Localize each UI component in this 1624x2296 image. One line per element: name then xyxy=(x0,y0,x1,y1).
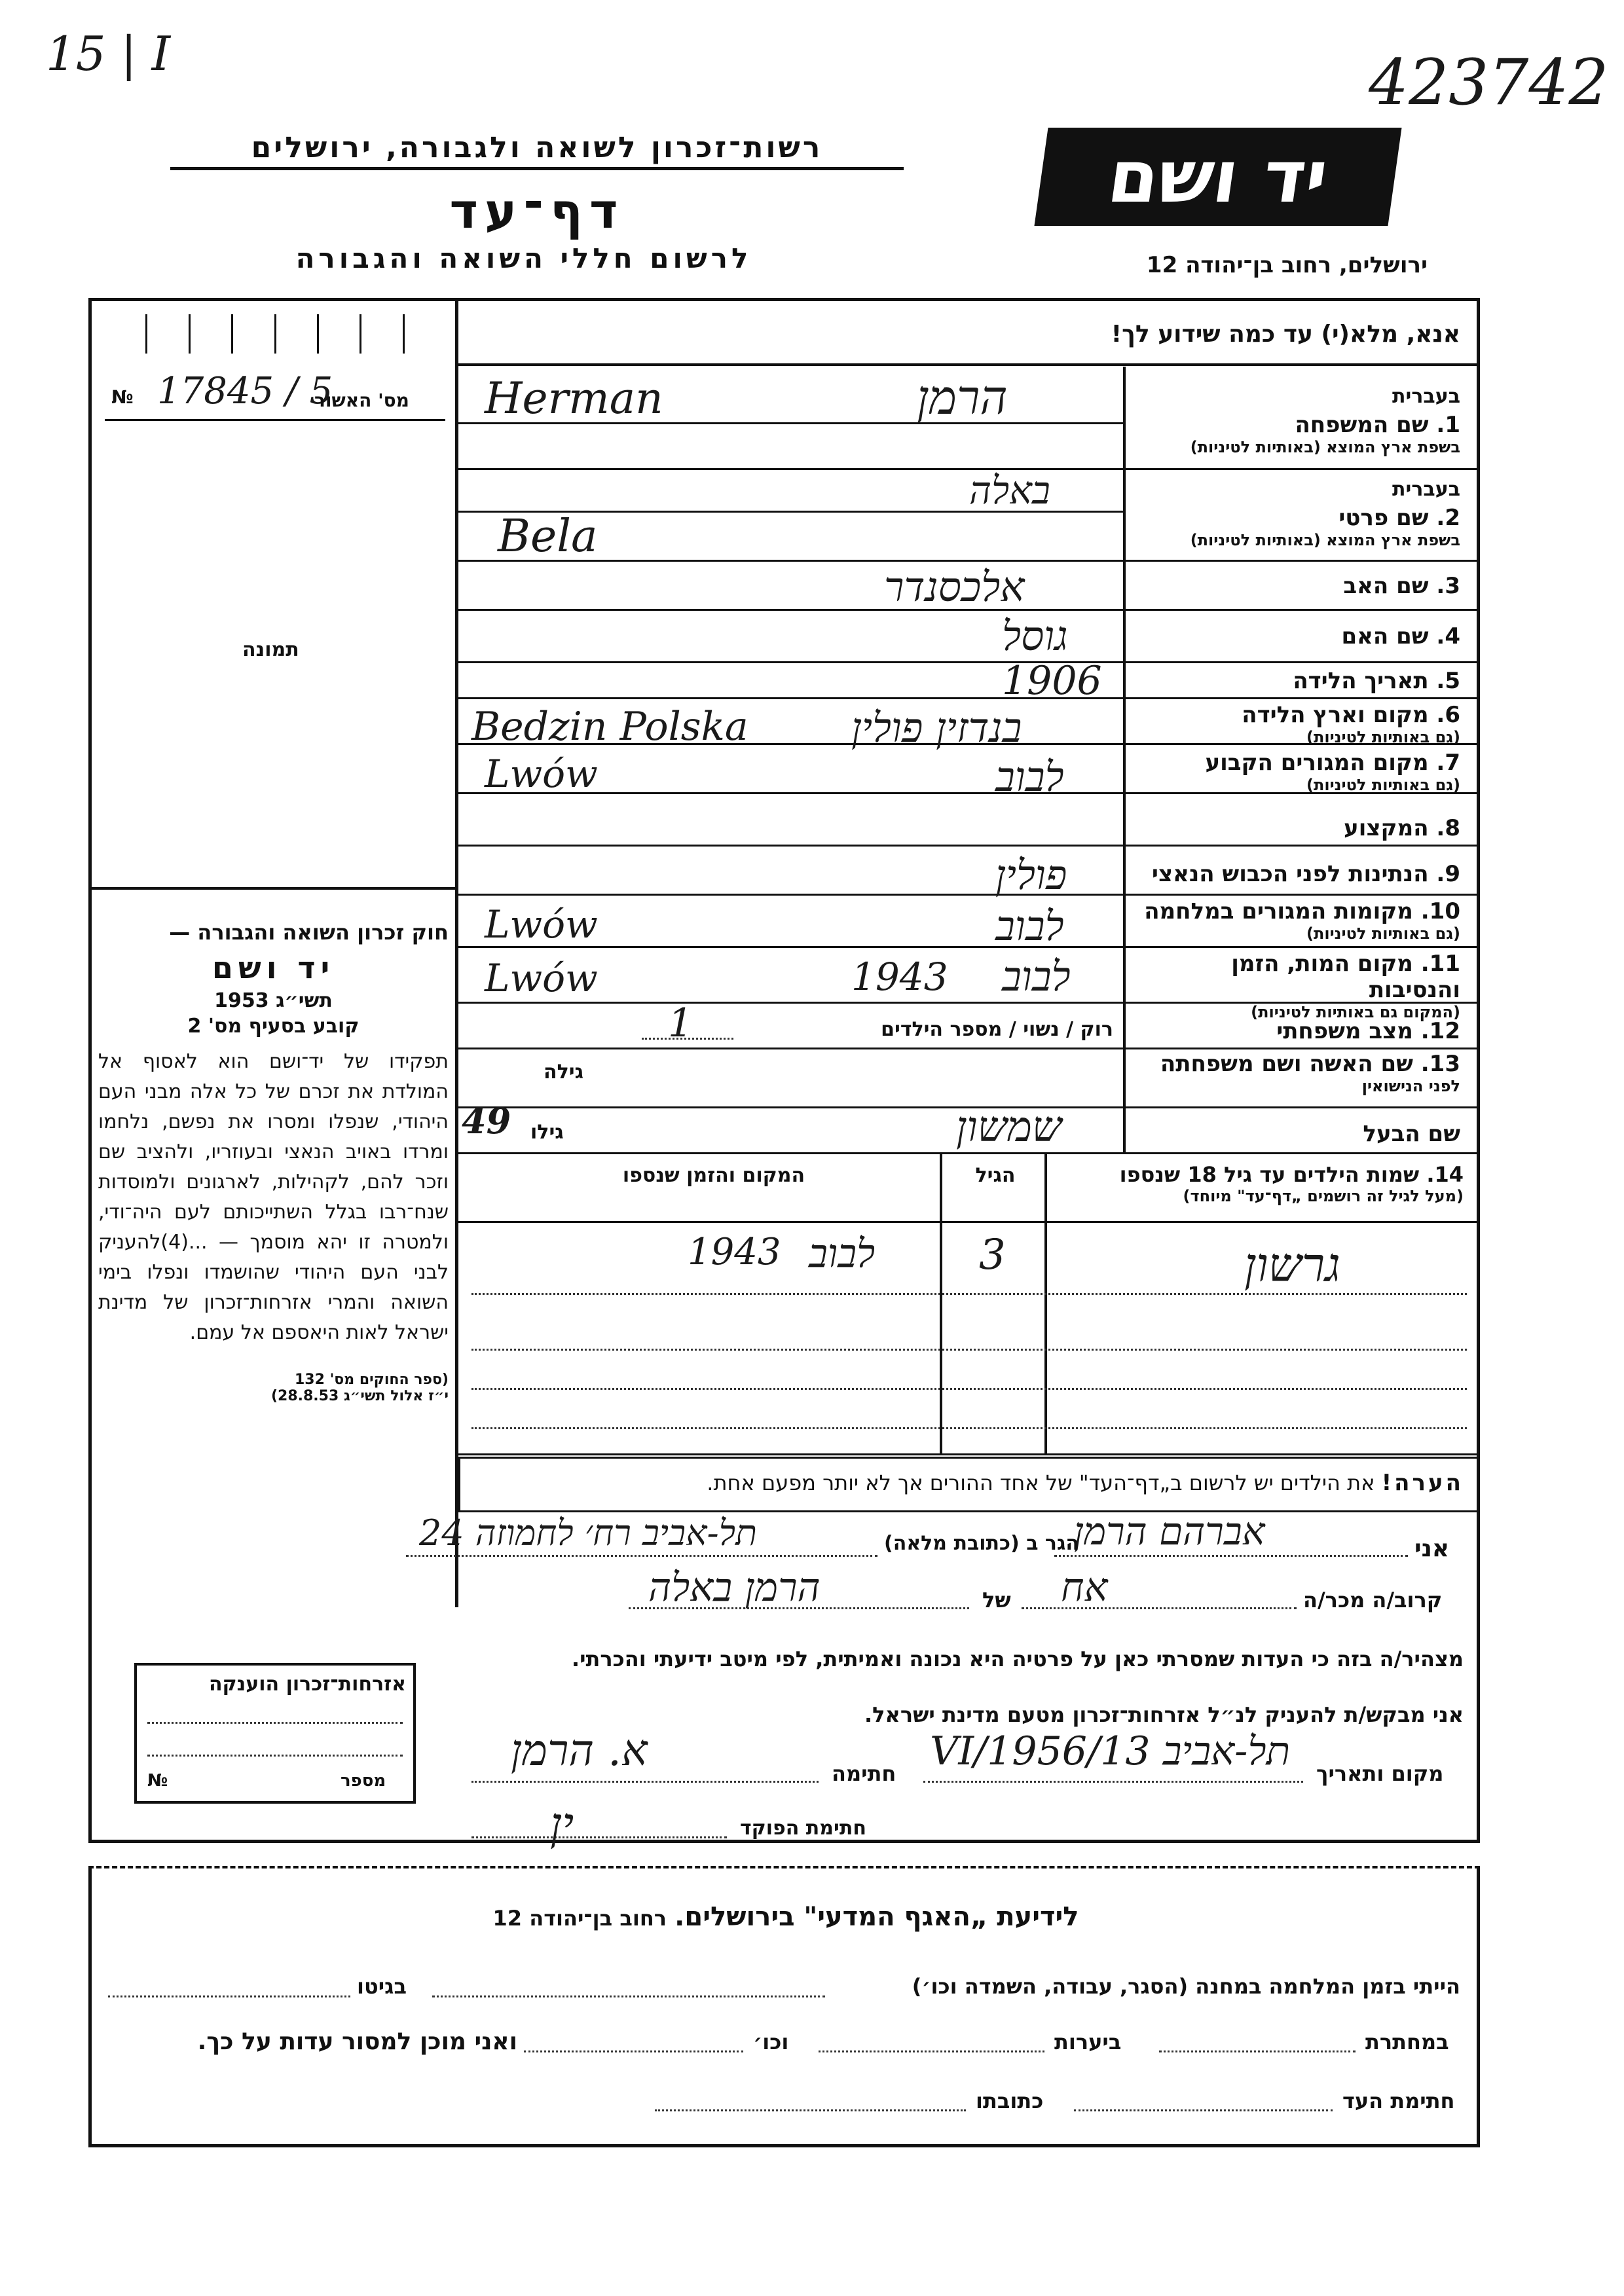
law-title: חוק זכרון השואה והגבורה — xyxy=(169,920,449,945)
decl-clerk-value: ין xyxy=(550,1797,574,1851)
first-name-hebrew-value: באלה xyxy=(969,468,1050,513)
birth-place-sublabel: (גם באותיות לטיניות) xyxy=(1306,728,1460,746)
birth-place-hebrew-value: בנדזין פולין xyxy=(851,704,1022,752)
war-residence-sublabel: (גם באותיות לטיניות) xyxy=(1306,924,1460,943)
children-col-place: המקום והזמן שנספו xyxy=(622,1164,805,1187)
profession-label: 8. המקצוע xyxy=(1344,815,1460,841)
war-residence-num: 10. xyxy=(1420,898,1460,924)
decl-lives-label: הגר ב (כתובת מלאה) xyxy=(884,1532,1080,1555)
photo-placeholder: תמונה xyxy=(242,638,299,661)
surname-sublabel: בשפת ארץ המוצא (באותיות לטיניות) xyxy=(1190,438,1460,456)
citizenship-no-sign: № xyxy=(147,1771,168,1791)
decl-of-value: הרמן באלה xyxy=(648,1565,821,1611)
decl-of-label: של xyxy=(982,1588,1011,1613)
citizenship-number-label: מספר xyxy=(341,1771,386,1791)
decl-name-value: אברהם הרמן xyxy=(1074,1509,1265,1554)
note-content: את הילדים יש לרשום ב„דף־העד" של אחד ההורים אך לא יותר מפעם אחת. xyxy=(707,1470,1375,1495)
residence-label: מקום המגורים הקבוע xyxy=(1205,750,1429,776)
husband-label: שם הבעל xyxy=(1363,1121,1460,1147)
field-birth-place xyxy=(1133,702,1460,746)
children-table-header xyxy=(1054,1162,1464,1205)
children-count-value: 1 xyxy=(668,1000,693,1046)
child-year-value: 1943 xyxy=(688,1231,781,1273)
approval-no-sign: № xyxy=(111,386,134,408)
death-place-latin-value: Lwów xyxy=(485,956,598,1000)
birth-place-num: 6. xyxy=(1436,702,1460,728)
mother-name-value: גוסל xyxy=(1002,612,1068,660)
field-war-residence xyxy=(1133,898,1460,943)
note-label: הערה! xyxy=(1381,1470,1464,1496)
field-wife xyxy=(1133,1051,1460,1095)
residence-latin-value: Lwów xyxy=(485,752,598,796)
bottom-line1-end: בגיטו xyxy=(357,1974,407,1999)
residence-sublabel: (גם באותיות לטיניות) xyxy=(1306,776,1460,794)
child-age-value: 3 xyxy=(979,1231,1006,1279)
decl-address-value: תל-אביב רח׳ לחמוזה 24 xyxy=(419,1512,757,1554)
bottom-witness-sign: חתימת העד xyxy=(1342,2088,1455,2113)
field-residence xyxy=(1133,750,1460,794)
decl-i-label: אני xyxy=(1414,1535,1450,1562)
first-name-label: שם פרטי xyxy=(1338,505,1429,531)
death-year-value: 1943 xyxy=(851,955,948,999)
archive-mark-left: 15 | I xyxy=(46,26,171,81)
approval-number: 17845 / 5 xyxy=(157,370,333,412)
death-sublabel: (המקום גם באותיות לטיניות) xyxy=(1251,1003,1460,1021)
decl-relative-value: אח xyxy=(1061,1565,1108,1611)
first-name-num: 2. xyxy=(1436,505,1460,531)
surname-num: 1. xyxy=(1436,412,1460,438)
law-name: יד ושם xyxy=(212,950,335,985)
death-num: 11. xyxy=(1420,951,1460,977)
child-place-value: לבוב xyxy=(809,1231,876,1277)
form-subtitle: לרשום חללי השואה והגבורה xyxy=(295,242,752,274)
husband-age-label: גילו xyxy=(530,1121,564,1144)
authority-name: רשות־זכרון לשואה ולגבורה, ירושלים xyxy=(170,131,904,170)
wife-age-label: גילה xyxy=(544,1061,583,1084)
field-surname xyxy=(1133,385,1460,456)
surname-latin-value: Herman xyxy=(485,373,663,424)
bottom-title-address: רחוב בן־יהודה 12 xyxy=(492,1906,667,1931)
residence-num: 7. xyxy=(1436,750,1460,776)
law-source-1: (ספר החוקים מס' 132 xyxy=(294,1372,449,1388)
approval-cells xyxy=(105,314,445,354)
address: ירושלים, רחוב בן־יהודה 12 xyxy=(1146,252,1428,278)
archive-number: 423742 xyxy=(1369,46,1609,119)
surname-hebrew-tag: בעברית xyxy=(1392,385,1460,408)
decl-clerk-label: חתימת הפוקד xyxy=(740,1817,866,1840)
children-subtitle: (מעל לגיל זה רושמים „דף־עד" מיוחד) xyxy=(1183,1187,1464,1205)
bottom-title xyxy=(327,1902,1244,1932)
war-residence-label: מקומות המגורים במלחמה xyxy=(1144,898,1413,924)
birth-date-value: 1906 xyxy=(1002,658,1102,704)
birth-place-latin-value: Bedzin Polska xyxy=(471,704,748,750)
birth-date-label: 5. תאריך הלידה xyxy=(1293,668,1460,694)
bottom-testimony: ואני מוכן למסור עדות על כך. xyxy=(197,2028,517,2055)
field-first-name xyxy=(1133,478,1460,549)
decl-statement: מצהיר/ה בזה כי העדות שמסרתי כאן על פרטיה היא נכונה ואמיתית, לפי מיטב ידיעתי והכרתי. xyxy=(571,1647,1464,1671)
bottom-line1: הייתי בזמן המלחמה במחנה (הסגר, עבודה, השמדה וכו׳) xyxy=(912,1974,1460,1999)
law-box xyxy=(98,920,449,1404)
death-place-hebrew-value: לבוב xyxy=(1002,953,1071,1000)
wife-sublabel: לפני הנישואין xyxy=(1361,1077,1460,1095)
father-name-value: אלכסנדר xyxy=(884,563,1025,611)
husband-age-value: 49 xyxy=(462,1100,511,1142)
citizenship-value: פולין xyxy=(995,851,1067,899)
war-residence-hebrew-value: לבוב xyxy=(995,902,1064,950)
wife-label: שם האשה ושם משפחתה xyxy=(1160,1051,1413,1077)
form-title: דף־עד xyxy=(449,183,625,240)
marital-status-label: 12. מצב משפחתי xyxy=(1276,1018,1460,1044)
approval-label: מס' האשור xyxy=(314,390,409,411)
law-clause: קובע בסעיף מס' 2 xyxy=(187,1015,360,1038)
decl-place-date-label: מקום ותאריך xyxy=(1316,1761,1444,1786)
surname-label: שם המשפחה xyxy=(1295,412,1429,438)
husband-name-value: שמשון xyxy=(956,1103,1062,1152)
citizenship-title: אזרחות־זכרון הוענקה xyxy=(208,1673,406,1696)
bottom-underground: במחתרת xyxy=(1365,2030,1449,2054)
first-name-latin-value: Bela xyxy=(498,511,598,562)
mother-name-label: 4. שם האם xyxy=(1341,623,1460,649)
wife-num: 13. xyxy=(1420,1051,1460,1077)
law-year: תשי״ג 1953 xyxy=(214,989,333,1012)
death-label: מקום המות, הזמן והנסיבות xyxy=(1231,951,1460,1003)
decl-place-date-value: תל-אביב 13/VI/1956 xyxy=(930,1728,1291,1774)
yad-vashem-logo: יד ושם xyxy=(1034,128,1401,226)
bottom-forests: ביערות xyxy=(1054,2030,1122,2054)
first-name-hebrew-tag: בעברית xyxy=(1392,478,1460,501)
birth-place-label: מקום וארץ הלידה xyxy=(1242,702,1429,728)
law-body: תפקידו של יד־ושם הוא לאסוף אל המולדת את זכרם של כל אלה מבני העם היהודי, שנפלו ומסרו את נפשם, נלחמו ומרדו באויב הנאצי ובעוזריו, ולהציב שם וזכר להם, לקהילות, לארגונים ולמוסדות שנח־רבו בגלל השתייכותם לעם היה־ודי, ולמטרה זו יהא מוסמך — ...(4)להעניק לבני העם היהודי שהושמדו ונפלו בימי השואה והמרי אזרחות־זכרון של מדינת ישראל לאות היאספם אל עמם. xyxy=(98,1050,449,1344)
intro-text: אנא, מלא(י) עד כמה שידוע לך! xyxy=(1111,321,1460,348)
decl-signature-label: חתימה xyxy=(832,1761,896,1786)
children-num: 14. xyxy=(1426,1162,1464,1187)
citizenship-label: 9. הנתינות לפני הכבוש הנאצי xyxy=(1151,861,1460,887)
residence-hebrew-value: לבוב xyxy=(995,753,1064,801)
children-col-age: הגיל xyxy=(975,1164,1016,1187)
surname-hebrew-value: הרמן xyxy=(917,370,1008,425)
note-text xyxy=(471,1470,1464,1496)
decl-relative-label: קרוב/ה מכר/ה xyxy=(1303,1588,1443,1613)
war-residence-latin-value: Lwów xyxy=(485,902,598,947)
first-name-sublabel: בשפת ארץ המוצא (באותיות לטיניות) xyxy=(1190,531,1460,549)
bottom-title-bold: לידיעת „האגף המדעי" בירושלים. xyxy=(674,1902,1079,1932)
marital-status-options: רוק / נשוי / מספר הילדים xyxy=(881,1018,1113,1041)
law-source-2: י״ז אלול תשי״ג 28.8.53) xyxy=(270,1388,449,1404)
children-title: שמות הילדים עד גיל 18 שנספו xyxy=(1119,1162,1420,1187)
father-name-label: 3. שם האב xyxy=(1343,573,1460,599)
decl-signature-value: א. הרמן xyxy=(511,1725,648,1776)
bottom-etc: וכו׳ xyxy=(753,2030,789,2054)
bottom-witness-address: כתובתו xyxy=(976,2088,1044,2113)
child-name-value: גרשון xyxy=(1244,1237,1340,1292)
field-death xyxy=(1133,951,1460,1021)
decl-request: אני מבקש/ת להעניק לנ״ל אזרחות־זכרון מטעם מדינת ישראל. xyxy=(864,1702,1464,1727)
